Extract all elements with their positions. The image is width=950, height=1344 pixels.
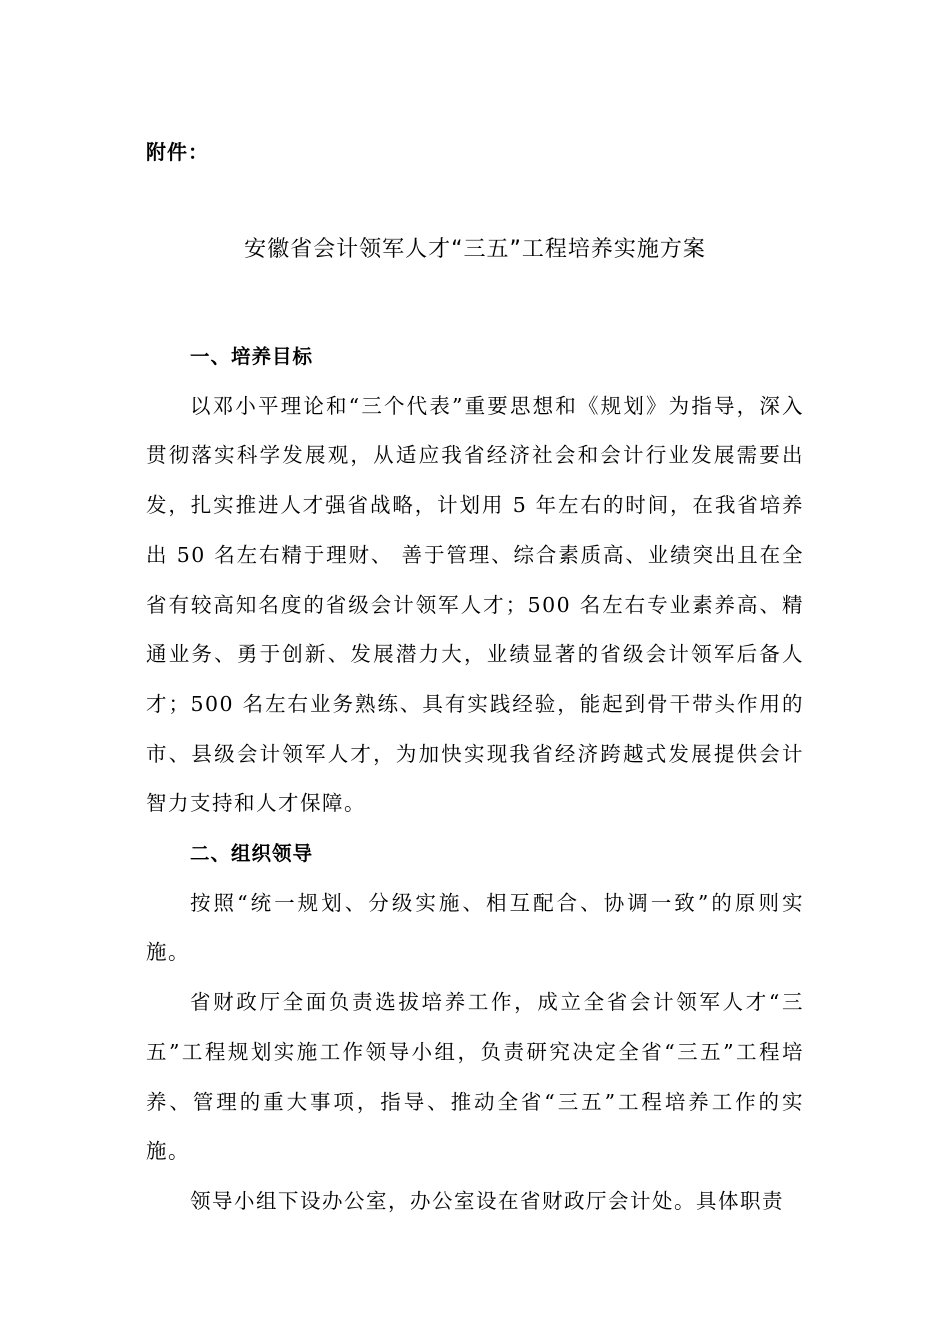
attachment-label: 附件： bbox=[146, 140, 209, 164]
paragraph-goals: 以邓小平理论和“三个代表”重要思想和《规划》为指导，深入贯彻落实科学发展观，从适应我省经济社会和会计行业发展需要出发，扎实推进人才强省战略，计划用 5 年左右的时间，在我省培养出 50 名左右精于理财、 善于管理、综合素质高、业绩突出且在全省有较高知名度的省级会计领军人才；500 名左右专业素养高、精通业务、勇于创新、发展潜力大，业绩显著的省级会计领军后备人才；500 名左右业务熟练、具有实践经验，能起到骨干带头作用的市、县级会计领军人才，为加快实现我省经济跨越式发展提供会计智力支持和人才保障。 bbox=[146, 393, 804, 816]
paragraph-office: 领导小组下设办公室，办公室设在省财政厅会计处。具体职责 bbox=[190, 1188, 784, 1213]
paragraph-principle: 按照“统一规划、分级实施、相互配合、协调一致”的原则实施。 bbox=[146, 890, 804, 965]
document-title: 安徽省会计领军人才“三五”工程培养实施方案 bbox=[244, 237, 706, 262]
section-heading-goals: 一、培养目标 bbox=[190, 345, 314, 368]
document-body bbox=[146, 332, 804, 1227]
paragraph-finance-dept: 省财政厅全面负责选拔培养工作，成立全省会计领军人才“三五”工程规划实施工作领导小组，负责研究决定全省“三五”工程培养、管理的重大事项，指导、推动全省“三五”工程培养工作的实施。 bbox=[146, 990, 804, 1164]
section-heading-organization: 二、组织领导 bbox=[190, 842, 314, 866]
